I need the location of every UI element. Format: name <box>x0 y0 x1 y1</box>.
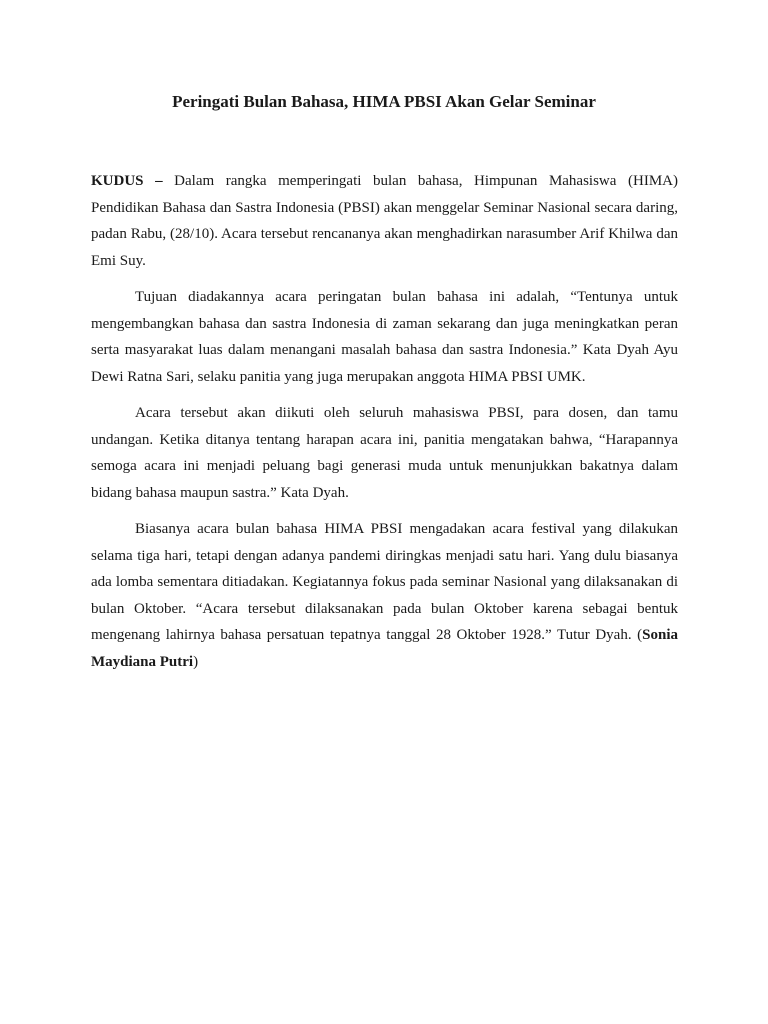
paragraph-4-text: Biasanya acara bulan bahasa HIMA PBSI mengadakan acara festival yang dilakukan selama tiga hari, tetapi dengan adanya pandemi diringkas menjadi satu hari. Yang dulu biasanya ada lomba sementara ditiadakan. Kegiatannya fokus pada seminar Nasional yang dilaksanakan di bulan Oktober. “Acara tersebut dilaksanakan pada bulan Oktober karena sebagai bentuk mengenang lahirnya bahasa persatuan tepatnya tanggal 28 Oktober 1928.” Tutur Dyah. ( <box>91 521 678 643</box>
article-paragraph-1 <box>91 168 678 274</box>
author-name: Sonia Maydiana Putri <box>91 627 678 670</box>
article-paragraph-2: Tujuan diadakannya acara peringatan bulan bahasa ini adalah, “Tentunya untuk mengembangkan bahasa dan sastra Indonesia di zaman sekarang dan juga meningkatkan peran serta masyarakat luas dalam menangani masalah bahasa dan sastra Indonesia.” Kata Dyah Ayu Dewi Ratna Sari, selaku panitia yang juga merupakan anggota HIMA PBSI UMK. <box>91 289 678 385</box>
dateline: KUDUS – <box>91 173 163 189</box>
article-title: Peringati Bulan Bahasa, HIMA PBSI Akan Gelar Seminar <box>172 92 596 111</box>
article-paragraph-3: Acara tersebut akan diikuti oleh seluruh mahasiswa PBSI, para dosen, dan tamu undangan. Ketika ditanya tentang harapan acara ini, panitia mengatakan bahwa, “Harapannya semoga acara ini menjadi peluang bagi generasi muda untuk menunjukkan bakatnya dalam bidang bahasa maupun sastra.” Kata Dyah. <box>91 405 678 501</box>
closing-paren: ) <box>193 653 199 670</box>
paragraph-1-text: Dalam rangka memperingati bulan bahasa, Himpunan Mahasiswa (HIMA) Pendidikan Bahasa dan Sastra Indonesia (PBSI) akan menggelar Seminar Nasional secara daring, padan Rabu, (28/10). Acara tersebut rencananya akan menghadirkan narasumber Arif Khilwa dan Emi Suy. <box>91 173 678 269</box>
article-body <box>91 168 678 685</box>
article-paragraph-4 <box>91 516 678 675</box>
